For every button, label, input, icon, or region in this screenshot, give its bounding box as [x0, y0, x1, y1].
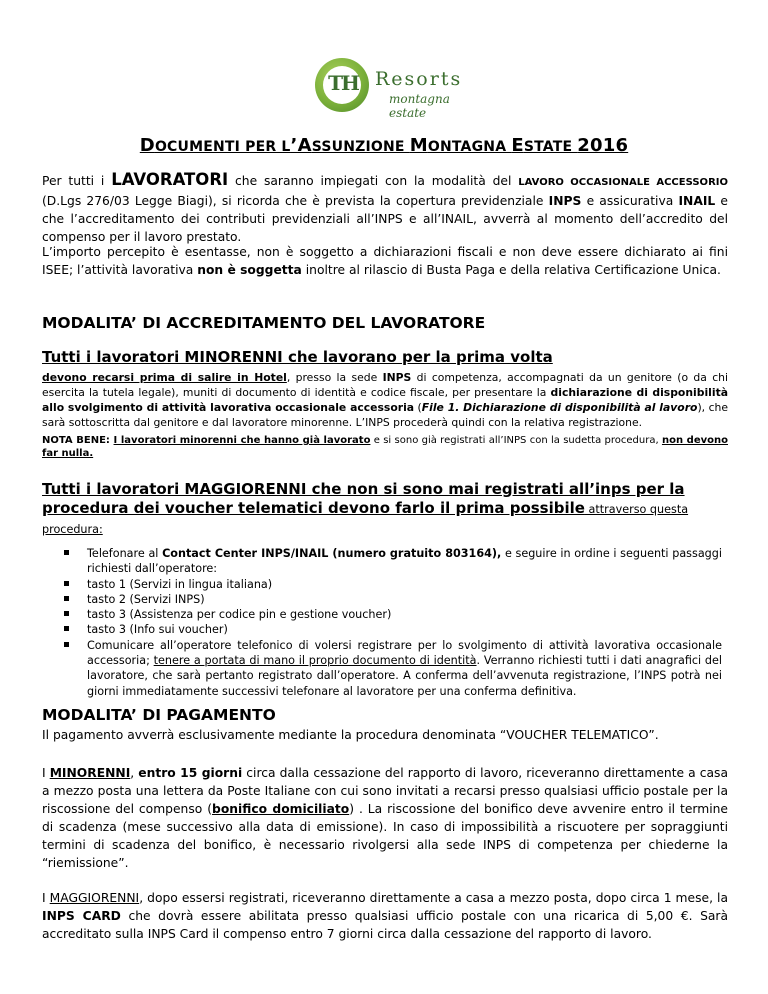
- intro-paragraph-2: L’importo percepito è esentasse, non è soggetto a dichiarazioni fiscali e non deve essere dichiarato ai fini ISEE; l’attività lavorativa non è soggetta inoltre al rilascio di Busta Paga e della relativa Certificazione Unica.: [42, 245, 728, 277]
- bullet-icon: [64, 596, 69, 601]
- list-item: Comunicare all’operatore telefonico di volersi registrare per lo svolgimento di attività lavorativa occasionale accessoria; tenere a portata di mano il proprio documento di identità. Verranno richiesti tutti i dati anagrafici del lavoratore, che sarà pertanto registrato dall’operatore. A conferma dell’avvenuta registrazione, l’INPS potrà nei giorni immediatamente successivi telefonare al lavoratore per una conferma definitiva.: [42, 638, 722, 699]
- list-item: tasto 2 (Servizi INPS): [42, 592, 722, 607]
- minors-paragraph: devono recarsi prima di salire in Hotel, presso la sede INPS di competenza, accompagnati da un genitore (o da chi esercita la tutela legale), muniti di documento di identità e codice fiscale, per presentare la dichiarazione di disponibilità allo svolgimento di attività lavorativa occasionale accessoria (File 1. Dichiarazione di disponibilità al lavoro), che sarà sottoscritta dal genitore e dal lavoratore minorenne. L’INPS procederà quindi con la relativa registrazione.: [42, 371, 729, 429]
- bullet-icon: [64, 581, 69, 586]
- logo-tagline: montagna estate: [389, 92, 450, 120]
- bullet-icon: [64, 611, 69, 616]
- bullet-icon: [64, 642, 69, 647]
- list-item: tasto 3 (Info sui voucher): [42, 622, 722, 637]
- list-item: tasto 3 (Assistenza per codice pin e gestione voucher): [42, 607, 722, 622]
- section-heading-accreditamento: MODALITA’ DI ACCREDITAMENTO DEL LAVORATORE: [42, 314, 486, 332]
- document-title: DOCUMENTI PER L’ASSUNZIONE MONTAGNA ESTATE 2016: [139, 135, 629, 156]
- bullet-icon: [64, 626, 69, 631]
- list-item: tasto 1 (Servizi in lingua italiana): [42, 577, 722, 592]
- minors-payment-paragraph: I MINORENNI, entro 15 giorni circa dalla cessazione del rapporto di lavoro, riceveranno direttamente a casa a mezzo posta una lettera da Poste Italiane con cui sono invitati a recarsi presso qualsiasi ufficio postale per la riscossione del compenso (bonifico domiciliato) . La riscossione del bonifico deve avvenire entro il termine di scadenza (mese successivo alla data di emissione). In caso di impossibilità a riscuotere per sopraggiunti termini di scadenza del bonifico, è necessario rivolgersi alla sede INPS di competenza per chiederne la “riemissione”.: [42, 766, 728, 870]
- adults-payment-paragraph: I MAGGIORENNI, dopo essersi registrati, riceveranno direttamente a casa a mezzo posta, dopo circa 1 mese, la INPS CARD che dovrà essere abilitata presso qualsiasi ufficio postale con una ricarica di 5,00 €. Sarà accreditato sulla INPS Card il compenso entro 7 giorni circa dalla cessazione del rapporto di lavoro.: [42, 891, 729, 941]
- section-heading-pagamento: MODALITA’ DI PAGAMENTO: [42, 706, 276, 724]
- bullet-icon: [64, 550, 69, 555]
- logo-brand: Resorts: [375, 68, 463, 90]
- payment-paragraph: Il pagamento avverrà esclusivamente mediante la procedura denominata “VOUCHER TELEMATICO”.: [42, 728, 659, 742]
- nota-bene: NOTA BENE: I lavoratori minorenni che hanno già lavorato e si sono già registrati all’INPS con la sudetta procedura, non devono far nulla.: [42, 435, 728, 459]
- adults-heading: Tutti i lavoratori MAGGIORENNI che non si sono mai registrati all’inps per la procedura dei voucher telematici devono farlo il prima possibile attraverso questa procedura:: [42, 480, 689, 536]
- minors-heading: Tutti i lavoratori MINORENNI che lavorano per la prima volta: [42, 348, 553, 366]
- intro-paragraph: Per tutti i LAVORATORI che saranno impiegati con la modalità del LAVORO OCCASIONALE ACCESSORIO (D.Lgs 276/03 Legge Biagi), si ricorda che è prevista la copertura previdenziale INPS e assicurativa INAIL e che l’accreditamento dei contributi previdenziali all’INPS e all’INAIL, avverrà al momento dell’accredito del compenso per il lavoro prestato.: [42, 170, 728, 244]
- procedure-list: [42, 546, 722, 699]
- list-item: Telefonare al Contact Center INPS/INAIL (numero gratuito 803164), e seguire in ordine i seguenti passaggi richiesti dall’operatore:: [42, 546, 722, 577]
- resorts-logo: [313, 56, 463, 118]
- logo-monogram: TH: [328, 71, 358, 95]
